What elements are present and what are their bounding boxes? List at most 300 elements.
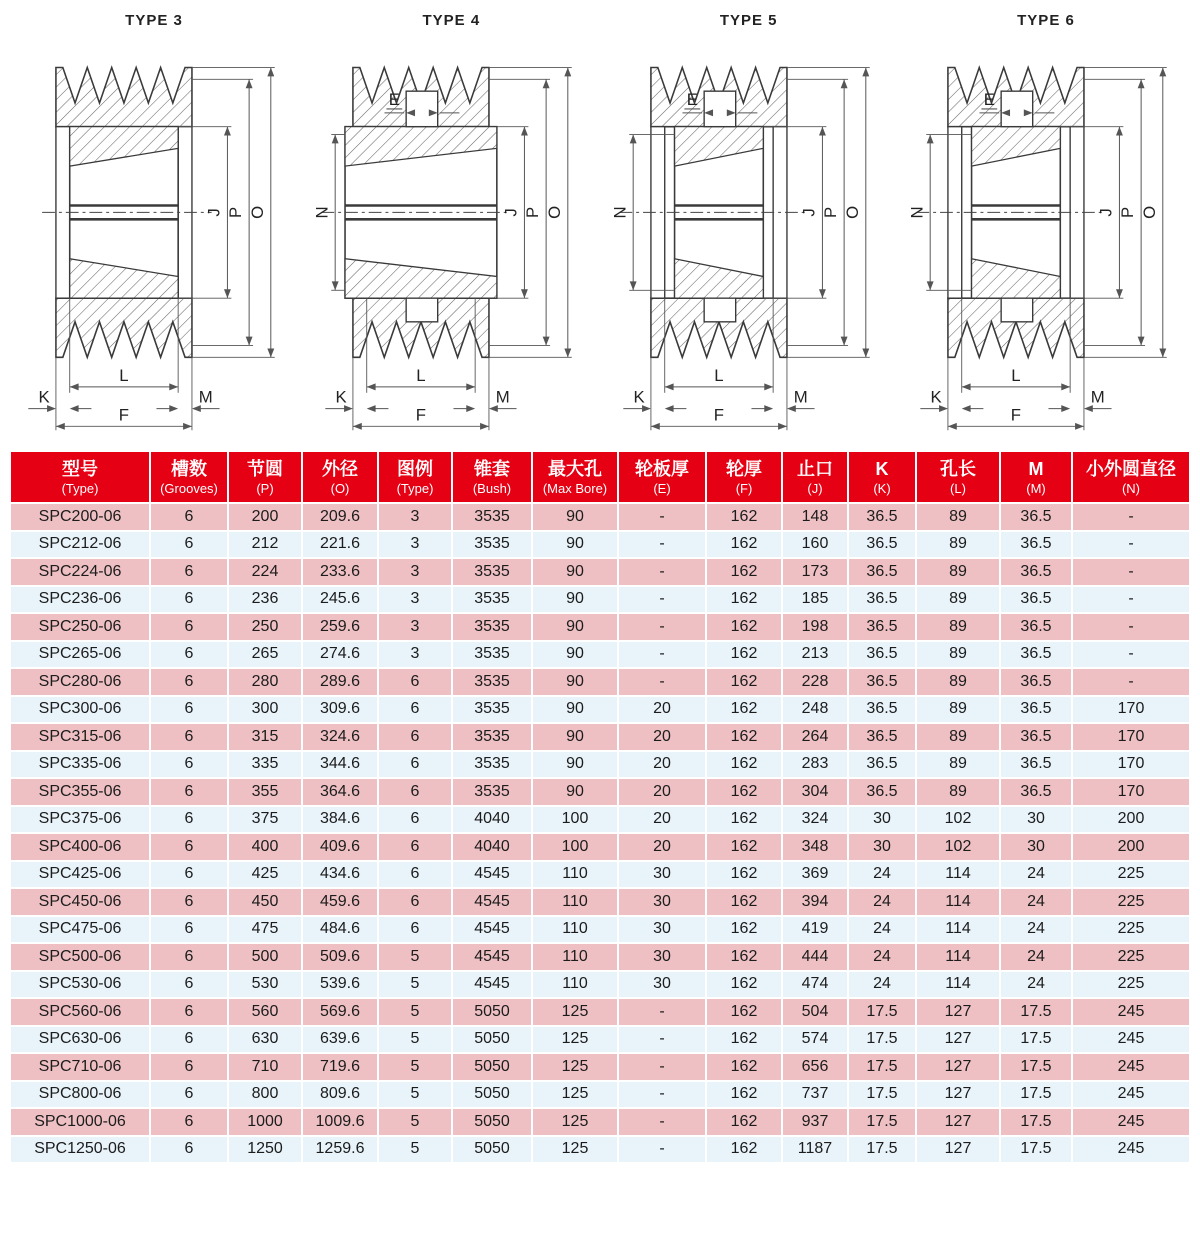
table-cell: 4545 [452,861,532,889]
header-en: (M) [1026,481,1046,496]
header-zh: 外径 [322,459,358,479]
table-cell: 324 [782,806,848,834]
dim-label-k: K [930,387,942,407]
table-cell: SPC212-06 [10,531,150,559]
table-cell: 173 [782,558,848,586]
table-row [10,833,1190,861]
table-cell: 459.6 [302,888,378,916]
table-cell: - [618,1053,706,1081]
table-cell: 20 [618,696,706,724]
table-cell: SPC400-06 [10,833,150,861]
header-en: (Type) [61,481,99,496]
table-cell: 3 [378,503,452,531]
table-cell: - [618,668,706,696]
table-cell: 384.6 [302,806,378,834]
dim-label-k: K [633,387,645,407]
table-cell: 225 [1072,861,1190,889]
table-cell: 17.5 [848,1136,916,1164]
table-cell: 6 [150,558,228,586]
table-cell: - [1072,641,1190,669]
spec-table-head-row [10,451,1190,503]
table-cell: 245 [1072,1108,1190,1136]
table-cell: 185 [782,586,848,614]
table-cell: 36.5 [848,778,916,806]
table-cell: SPC236-06 [10,586,150,614]
table-cell: 248 [782,696,848,724]
table-cell: 170 [1072,778,1190,806]
table-cell: 6 [378,833,452,861]
table-cell: 90 [532,778,618,806]
table-cell: 6 [378,861,452,889]
table-cell: 474 [782,971,848,999]
table-cell: 162 [706,998,782,1026]
table-cell: 484.6 [302,916,378,944]
table-cell: 639.6 [302,1026,378,1054]
table-cell: 500 [228,943,302,971]
header-en: (J) [807,481,823,496]
table-cell: 6 [150,806,228,834]
dim-label-p: P [523,206,543,219]
table-row [10,943,1190,971]
table-cell: 6 [150,1053,228,1081]
table-row [10,998,1190,1026]
table-cell: 425 [228,861,302,889]
table-cell: 1000 [228,1108,302,1136]
table-cell: 6 [150,1108,228,1136]
table-cell: 1250 [228,1136,302,1164]
table-cell: 3535 [452,668,532,696]
dim-label-l: L [713,365,724,385]
table-cell: 3535 [452,613,532,641]
table-cell: 17.5 [848,1081,916,1109]
table-cell: 36.5 [1000,558,1072,586]
table-cell: 89 [916,641,1000,669]
table-cell: 6 [150,888,228,916]
table-cell: 6 [150,943,228,971]
pulley-cross-section-icon [601,34,897,448]
table-cell: SPC530-06 [10,971,150,999]
table-cell: 170 [1072,723,1190,751]
header-en: (Bush) [472,481,512,496]
table-cell: 309.6 [302,696,378,724]
table-cell: - [618,1026,706,1054]
spec-table [9,450,1191,1164]
dim-label-e: E [686,89,698,109]
table-cell: 89 [916,668,1000,696]
header-zh: 孔长 [940,459,976,479]
header-cell-0 [10,451,150,503]
dim-label-o: O [247,205,267,219]
drawing-title-type5: TYPE 5 [719,12,778,29]
table-cell: 274.6 [302,641,378,669]
table-cell: 89 [916,723,1000,751]
table-cell: 20 [618,751,706,779]
table-cell: 233.6 [302,558,378,586]
table-cell: 225 [1072,916,1190,944]
table-cell: 509.6 [302,943,378,971]
table-cell: 162 [706,751,782,779]
header-cell-3 [302,451,378,503]
dim-label-k: K [38,387,50,407]
table-cell: 394 [782,888,848,916]
header-en: (P) [256,481,274,496]
table-cell: 17.5 [1000,1081,1072,1109]
header-zh: 节圆 [247,459,283,479]
table-row [10,613,1190,641]
table-cell: 4040 [452,833,532,861]
table-cell: - [618,1136,706,1164]
table-cell: 100 [532,806,618,834]
table-cell: 444 [782,943,848,971]
dim-label-p: P [820,206,840,219]
table-cell: SPC315-06 [10,723,150,751]
table-cell: 6 [150,531,228,559]
table-cell: 3535 [452,586,532,614]
table-cell: - [1072,613,1190,641]
table-cell: 36.5 [1000,751,1072,779]
table-cell: 198 [782,613,848,641]
table-cell: 1009.6 [302,1108,378,1136]
table-cell: 225 [1072,888,1190,916]
table-cell: 30 [1000,806,1072,834]
table-cell: 36.5 [1000,723,1072,751]
table-cell: 30 [618,943,706,971]
table-cell: 162 [706,1136,782,1164]
dim-label-m: M [198,387,213,407]
table-cell: 6 [150,971,228,999]
table-cell: 6 [150,613,228,641]
table-cell: 36.5 [1000,613,1072,641]
pulley-cross-section-icon [303,34,599,448]
table-cell: 4545 [452,971,532,999]
header-cell-2 [228,451,302,503]
table-cell: 30 [618,861,706,889]
table-cell: 36.5 [848,751,916,779]
table-cell: 20 [618,778,706,806]
table-row [10,1026,1190,1054]
table-cell: 3535 [452,641,532,669]
table-cell: 5 [378,971,452,999]
header-cell-11 [916,451,1000,503]
table-cell: 574 [782,1026,848,1054]
table-cell: 4545 [452,943,532,971]
table-cell: 5050 [452,1108,532,1136]
table-cell: 90 [532,613,618,641]
dim-label-l: L [1011,365,1021,385]
table-cell: 3535 [452,751,532,779]
table-cell: 24 [1000,971,1072,999]
table-cell: 3535 [452,558,532,586]
header-cell-5 [452,451,532,503]
table-cell: 125 [532,998,618,1026]
table-cell: 36.5 [1000,503,1072,531]
table-cell: 114 [916,943,1000,971]
table-cell: 737 [782,1081,848,1109]
dim-label-n: N [312,206,332,219]
table-cell: SPC800-06 [10,1081,150,1109]
table-cell: 89 [916,613,1000,641]
table-cell: - [618,1108,706,1136]
table-cell: 710 [228,1053,302,1081]
table-cell: 419 [782,916,848,944]
header-zh: 最大孔 [548,459,602,479]
table-cell: 6 [378,723,452,751]
table-row [10,668,1190,696]
table-cell: 504 [782,998,848,1026]
table-cell: 125 [532,1026,618,1054]
table-cell: - [1072,668,1190,696]
header-cell-7 [618,451,706,503]
table-cell: 162 [706,531,782,559]
table-cell: 90 [532,586,618,614]
header-cell-9 [782,451,848,503]
table-cell: 127 [916,998,1000,1026]
table-cell: 6 [150,751,228,779]
table-cell: 127 [916,1136,1000,1164]
table-cell: 36.5 [848,531,916,559]
table-cell: 1187 [782,1136,848,1164]
table-row [10,558,1190,586]
table-cell: 3535 [452,696,532,724]
header-zh: 型号 [62,459,98,479]
table-cell: SPC630-06 [10,1026,150,1054]
table-cell: 6 [150,998,228,1026]
header-en: (Grooves) [160,481,218,496]
table-cell: 560 [228,998,302,1026]
table-cell: 6 [378,751,452,779]
dim-label-m: M [496,387,511,407]
table-cell: 36.5 [1000,641,1072,669]
table-cell: 4545 [452,888,532,916]
table-cell: 809.6 [302,1081,378,1109]
table-cell: 36.5 [848,723,916,751]
table-cell: 221.6 [302,531,378,559]
table-row [10,1108,1190,1136]
table-cell: 3535 [452,778,532,806]
table-cell: 162 [706,668,782,696]
table-cell: 90 [532,558,618,586]
table-row [10,696,1190,724]
table-cell: 89 [916,778,1000,806]
table-cell: 127 [916,1053,1000,1081]
drawing-title-type4: TYPE 4 [422,12,481,29]
table-cell: 36.5 [848,503,916,531]
table-cell: 90 [532,641,618,669]
header-cell-8 [706,451,782,503]
table-cell: 5 [378,998,452,1026]
table-cell: 36.5 [1000,696,1072,724]
table-cell: 250 [228,613,302,641]
table-cell: 245.6 [302,586,378,614]
table-cell: 36.5 [1000,586,1072,614]
table-cell: 24 [1000,888,1072,916]
table-cell: 283 [782,751,848,779]
table-cell: 335 [228,751,302,779]
dim-label-m: M [1090,387,1105,407]
table-cell: 100 [532,833,618,861]
header-en: (L) [950,481,966,496]
table-cell: 5 [378,1081,452,1109]
table-row [10,916,1190,944]
header-cell-10 [848,451,916,503]
table-cell: 90 [532,723,618,751]
dim-label-k: K [335,387,348,407]
table-cell: 102 [916,806,1000,834]
header-en: (F) [735,481,753,496]
table-cell: 90 [532,531,618,559]
table-cell: 90 [532,751,618,779]
dim-label-j: J [204,208,224,217]
table-cell: 17.5 [848,1053,916,1081]
table-cell: 30 [618,916,706,944]
table-row [10,723,1190,751]
table-cell: 3 [378,586,452,614]
table-cell: 162 [706,916,782,944]
table-cell: 800 [228,1081,302,1109]
table-cell: 348 [782,833,848,861]
header-cell-6 [532,451,618,503]
table-cell: 6 [150,723,228,751]
table-cell: 114 [916,916,1000,944]
dim-label-n: N [609,206,629,219]
table-cell: 200 [228,503,302,531]
table-cell: 200 [1072,833,1190,861]
table-cell: 6 [150,833,228,861]
header-zh: 轮厚 [726,459,762,479]
table-cell: 409.6 [302,833,378,861]
table-cell: 24 [1000,943,1072,971]
table-cell: SPC265-06 [10,641,150,669]
table-row [10,751,1190,779]
table-cell: 24 [848,943,916,971]
header-zh: M [1028,459,1044,479]
table-cell: 36.5 [1000,531,1072,559]
table-cell: 5 [378,943,452,971]
table-cell: 304 [782,778,848,806]
table-cell: 355 [228,778,302,806]
table-cell: 24 [1000,916,1072,944]
table-cell: 245 [1072,1136,1190,1164]
table-cell: 36.5 [1000,778,1072,806]
header-zh: 图例 [397,459,433,479]
table-cell: 245 [1072,998,1190,1026]
table-cell: 170 [1072,751,1190,779]
drawing-type5 [601,4,897,448]
table-cell: - [618,586,706,614]
header-en: (E) [653,481,671,496]
drawing-type4 [303,4,599,448]
table-cell: 5 [378,1026,452,1054]
table-cell: 6 [378,778,452,806]
table-cell: SPC355-06 [10,778,150,806]
header-zh: K [875,459,889,479]
table-cell: 110 [532,888,618,916]
table-cell: 36.5 [848,586,916,614]
table-cell: 30 [848,806,916,834]
table-cell: 89 [916,558,1000,586]
header-cell-1 [150,451,228,503]
table-cell: - [618,613,706,641]
table-cell: - [1072,503,1190,531]
table-cell: 162 [706,778,782,806]
table-cell: SPC500-06 [10,943,150,971]
table-cell: 114 [916,888,1000,916]
table-cell: 300 [228,696,302,724]
dim-label-f: F [416,405,427,425]
table-cell: 434.6 [302,861,378,889]
table-cell: SPC475-06 [10,916,150,944]
table-cell: 3 [378,558,452,586]
table-cell: 212 [228,531,302,559]
dim-label-j: J [1096,208,1116,217]
spec-table-body [10,503,1190,1163]
table-cell: 17.5 [1000,1108,1072,1136]
table-cell: 24 [848,971,916,999]
drawing-type3 [6,4,302,448]
table-cell: 30 [618,888,706,916]
header-cell-12 [1000,451,1072,503]
dim-label-m: M [793,387,808,407]
table-row [10,1081,1190,1109]
table-cell: - [1072,531,1190,559]
header-en: (O) [330,481,350,496]
table-cell: 24 [848,888,916,916]
table-cell: 110 [532,916,618,944]
table-cell: 89 [916,696,1000,724]
header-zh: 止口 [797,459,833,479]
table-cell: 89 [916,751,1000,779]
table-row [10,861,1190,889]
table-cell: 127 [916,1081,1000,1109]
table-cell: - [618,503,706,531]
table-cell: 6 [378,916,452,944]
dim-label-j: J [501,208,521,217]
table-cell: 17.5 [1000,1053,1072,1081]
table-cell: 6 [378,668,452,696]
table-cell: - [618,641,706,669]
table-cell: 30 [848,833,916,861]
table-cell: 160 [782,531,848,559]
table-cell: 315 [228,723,302,751]
table-cell: 265 [228,641,302,669]
table-cell: 17.5 [848,998,916,1026]
table-cell: 6 [150,778,228,806]
table-cell: 162 [706,971,782,999]
table-cell: 17.5 [1000,1136,1072,1164]
table-cell: - [1072,586,1190,614]
table-cell: 30 [618,971,706,999]
table-cell: 630 [228,1026,302,1054]
table-row [10,806,1190,834]
table-row [10,1053,1190,1081]
table-cell: 36.5 [848,641,916,669]
table-cell: 3535 [452,723,532,751]
table-cell: SPC224-06 [10,558,150,586]
table-cell: SPC710-06 [10,1053,150,1081]
table-cell: SPC200-06 [10,503,150,531]
dim-label-o: O [1139,205,1159,219]
dim-label-p: P [226,206,246,219]
table-cell: 125 [532,1081,618,1109]
table-cell: 110 [532,971,618,999]
table-cell: 3 [378,531,452,559]
table-cell: - [618,998,706,1026]
table-cell: SPC300-06 [10,696,150,724]
table-cell: 6 [378,806,452,834]
table-cell: 114 [916,861,1000,889]
dim-label-o: O [842,205,862,219]
table-cell: - [618,558,706,586]
